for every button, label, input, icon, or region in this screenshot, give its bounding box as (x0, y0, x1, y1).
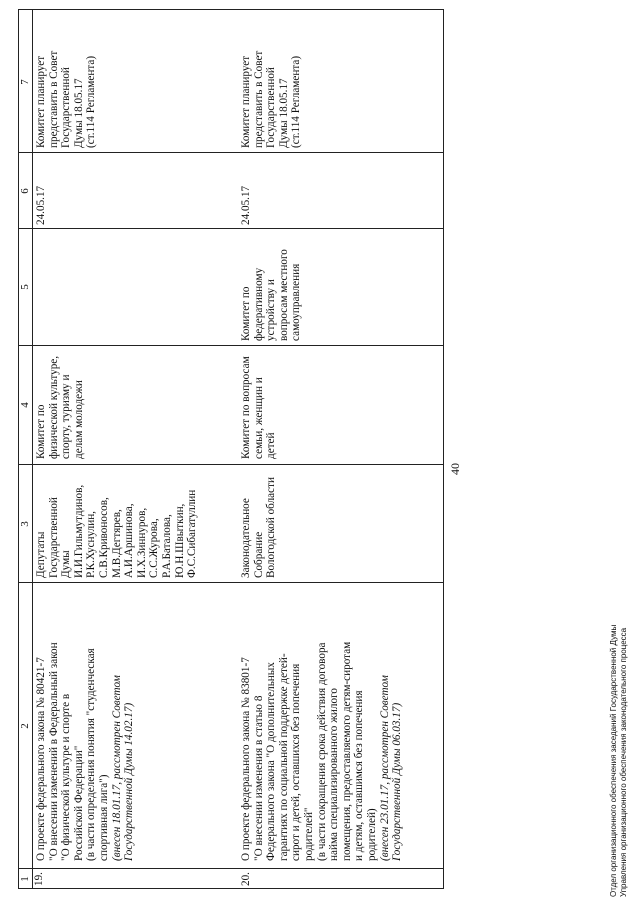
col-rule-7 (18, 9, 444, 10)
row-19-action: Комитет планирует представить в Совет Государственной Думы 18.05.17 (ст.114 Регламента) (35, 50, 98, 148)
row-20-number: 20. (240, 872, 252, 886)
col-rule-4 (18, 345, 444, 346)
col-rule-1 (18, 868, 444, 869)
table-border-top (18, 9, 19, 889)
row-20-subject: О проекте федерального закона № 83801-7 "О внесении изменения в статью 8 Федерального закона "О дополнительных гарантиях по социальной поддержке детей- сирот и детей, оставшихся без попечения родителей" (в части сокращения срока действия договора найма специализированного жилого помещения, предоставляемого детям-сиротам и детям, оставшимся без попечения родителей) (внесен 23.01.17, рассмотрен Советом Государственной Думы 06.03.17) (240, 641, 404, 861)
row-19-subject: О проекте федерального закона № 80421-7 "О внесении изменений в Федеральный закон "О физической культуре и спорте в Российской Федерации" (в части определения понятия "студенческая спортивная лига") (внесен 18.01.17, рассмотрен Советом Государственной Думы 14.02.17) (35, 642, 136, 861)
row-20-committee: Комитет по вопросам семьи, женщин и детей (240, 356, 278, 459)
row-20-date: 24.05.17 (240, 185, 252, 225)
header-col-2: 2 (19, 723, 31, 729)
row-20-action: Комитет планирует представить в Совет Государственной Думы 18.05.17 (ст.114 Регламента) (240, 50, 303, 148)
header-col-4: 4 (19, 402, 31, 408)
row-19-date: 24.05.17 (35, 185, 47, 225)
col-rule-0 (18, 888, 444, 889)
col-rule-6 (18, 152, 444, 153)
footer-line-2: Управления организационного обеспечения законодательного процесса (618, 627, 628, 897)
row-19-committee: Комитет по физической культуре, спорту, туризму и делам молодежи (35, 355, 85, 459)
table-border-bottom (443, 9, 444, 889)
header-col-1: 1 (19, 876, 31, 882)
col-rule-2 (18, 582, 444, 583)
header-col-3: 3 (19, 521, 31, 527)
header-separator (32, 9, 33, 889)
header-col-6: 6 (19, 188, 31, 194)
col-rule-5 (18, 228, 444, 229)
row-19-initiator: Депутаты Государственной Думы И.И.Гильмутдинов, Р.К.Хуснулин, С.В.Кривоносов, М.В.Дегтярев, А.И.Аршинова, И.Х.Зиннуров, С.С.Журова, Р.А.Баталова, Ю.Н.Швыткин, Ф.С.Сибагатуллин (35, 484, 199, 578)
row-19-number: 19. (33, 872, 45, 886)
row-20-subject-note: (внесен 23.01.17, рассмотрен Советом (378, 675, 391, 861)
bills-table (18, 9, 444, 889)
page-number: 40 (448, 463, 462, 475)
row-19-subject-note: (внесен 18.01.17, рассмотрен Советом (110, 675, 123, 861)
footer-line-1: Отдел организационного обеспечения заседаний Государственной Думы (609, 624, 618, 897)
row-20-initiator: Законодательное Собрание Вологодской области (240, 477, 278, 578)
header-col-7: 7 (19, 79, 31, 85)
col-rule-3 (18, 464, 444, 465)
row-20-co-committee: Комитет по федеративному устройству и вопросам местного самоуправления (240, 249, 303, 341)
header-col-5: 5 (19, 284, 31, 290)
